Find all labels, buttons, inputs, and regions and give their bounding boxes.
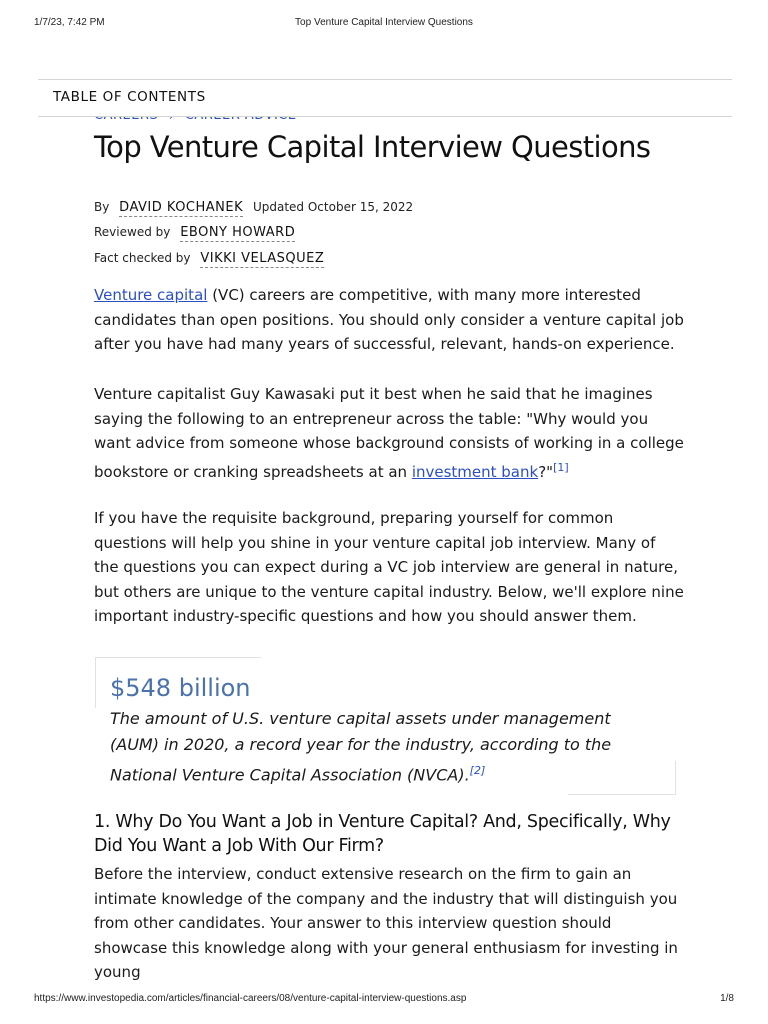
by-label: By — [94, 200, 110, 214]
table-of-contents-label[interactable]: TABLE OF CONTENTS — [53, 89, 206, 105]
section-1-paragraph: Before the interview, conduct extensive research on the firm to gain an intimate knowledge of the company and the industry that will distinguish you from other candidates. Your answer to this interview question should showcase this knowledge along with your general enthusiasm for investing in young — [94, 865, 678, 982]
paragraph-intro — [94, 283, 684, 357]
byline-factchecker — [94, 251, 324, 266]
section-heading-1: 1. Why Do You Want a Job in Venture Capital? And, Specifically, Why Did You Want a Job With Our Firm? — [94, 812, 671, 856]
updated-date: Updated October 15, 2022 — [252, 200, 414, 214]
print-footer — [0, 993, 768, 1007]
byline-author — [94, 200, 413, 215]
citation-1-link[interactable]: [1] — [553, 460, 569, 474]
article-title: Top Venture Capital Interview Questions — [94, 130, 651, 164]
print-header — [0, 17, 768, 31]
print-date: 1/7/23, 7:42 PM — [34, 17, 105, 28]
factchecker-link[interactable]: VIKKI VELASQUEZ — [200, 251, 325, 266]
investment-bank-link[interactable]: investment bank — [411, 462, 539, 481]
reviewer-link[interactable]: EBONY HOWARD — [180, 225, 296, 240]
table-of-contents-bar[interactable] — [38, 79, 732, 117]
paragraph-kawasaki-end: ?" — [538, 462, 554, 481]
print-title: Top Venture Capital Interview Questions — [295, 17, 473, 28]
page-number: 1/8 — [720, 993, 734, 1004]
paragraph-kawasaki — [94, 382, 684, 484]
paragraph-kawasaki-text: Venture capitalist Guy Kawasaki put it best when he said that he imagines saying the following to an entrepreneur across the table: "Why would you want advice from someone whose background consists of working in a college bookstore or cranking spreadsheets at an — [94, 385, 684, 481]
reviewed-by-label: Reviewed by — [94, 225, 171, 239]
paragraph-preparation: If you have the requisite background, preparing yourself for common questions will help you shine in your venture capital job interview. Many of the questions you can expect during a VC job interview are general in nature, but others are unique to the venture capital industry. Below, we'll explore nine important industry-specific questions and how you should answer them. — [94, 509, 684, 626]
fact-checked-by-label: Fact checked by — [94, 251, 191, 265]
callout-text — [110, 706, 650, 788]
citation-2-link[interactable]: [2] — [469, 764, 486, 777]
callout-description: The amount of U.S. venture capital assets under management (AUM) in 2020, a record year for the industry, according to the National Venture Capital Association (NVCA). — [110, 709, 612, 785]
byline-reviewer — [94, 225, 295, 240]
print-url: https://www.investopedia.com/articles/financial-careers/08/venture-capital-interview-questions.asp — [34, 993, 467, 1004]
paragraph-intro-text: (VC) careers are competitive, with many more interested candidates than open positions. You should only consider a venture capital job after you have had many years of successful, relevant, hands-on experience. — [94, 286, 684, 354]
venture-capital-link[interactable]: Venture capital — [94, 286, 208, 304]
author-link[interactable]: DAVID KOCHANEK — [119, 200, 244, 215]
callout-stat: $548 billion — [110, 674, 251, 702]
